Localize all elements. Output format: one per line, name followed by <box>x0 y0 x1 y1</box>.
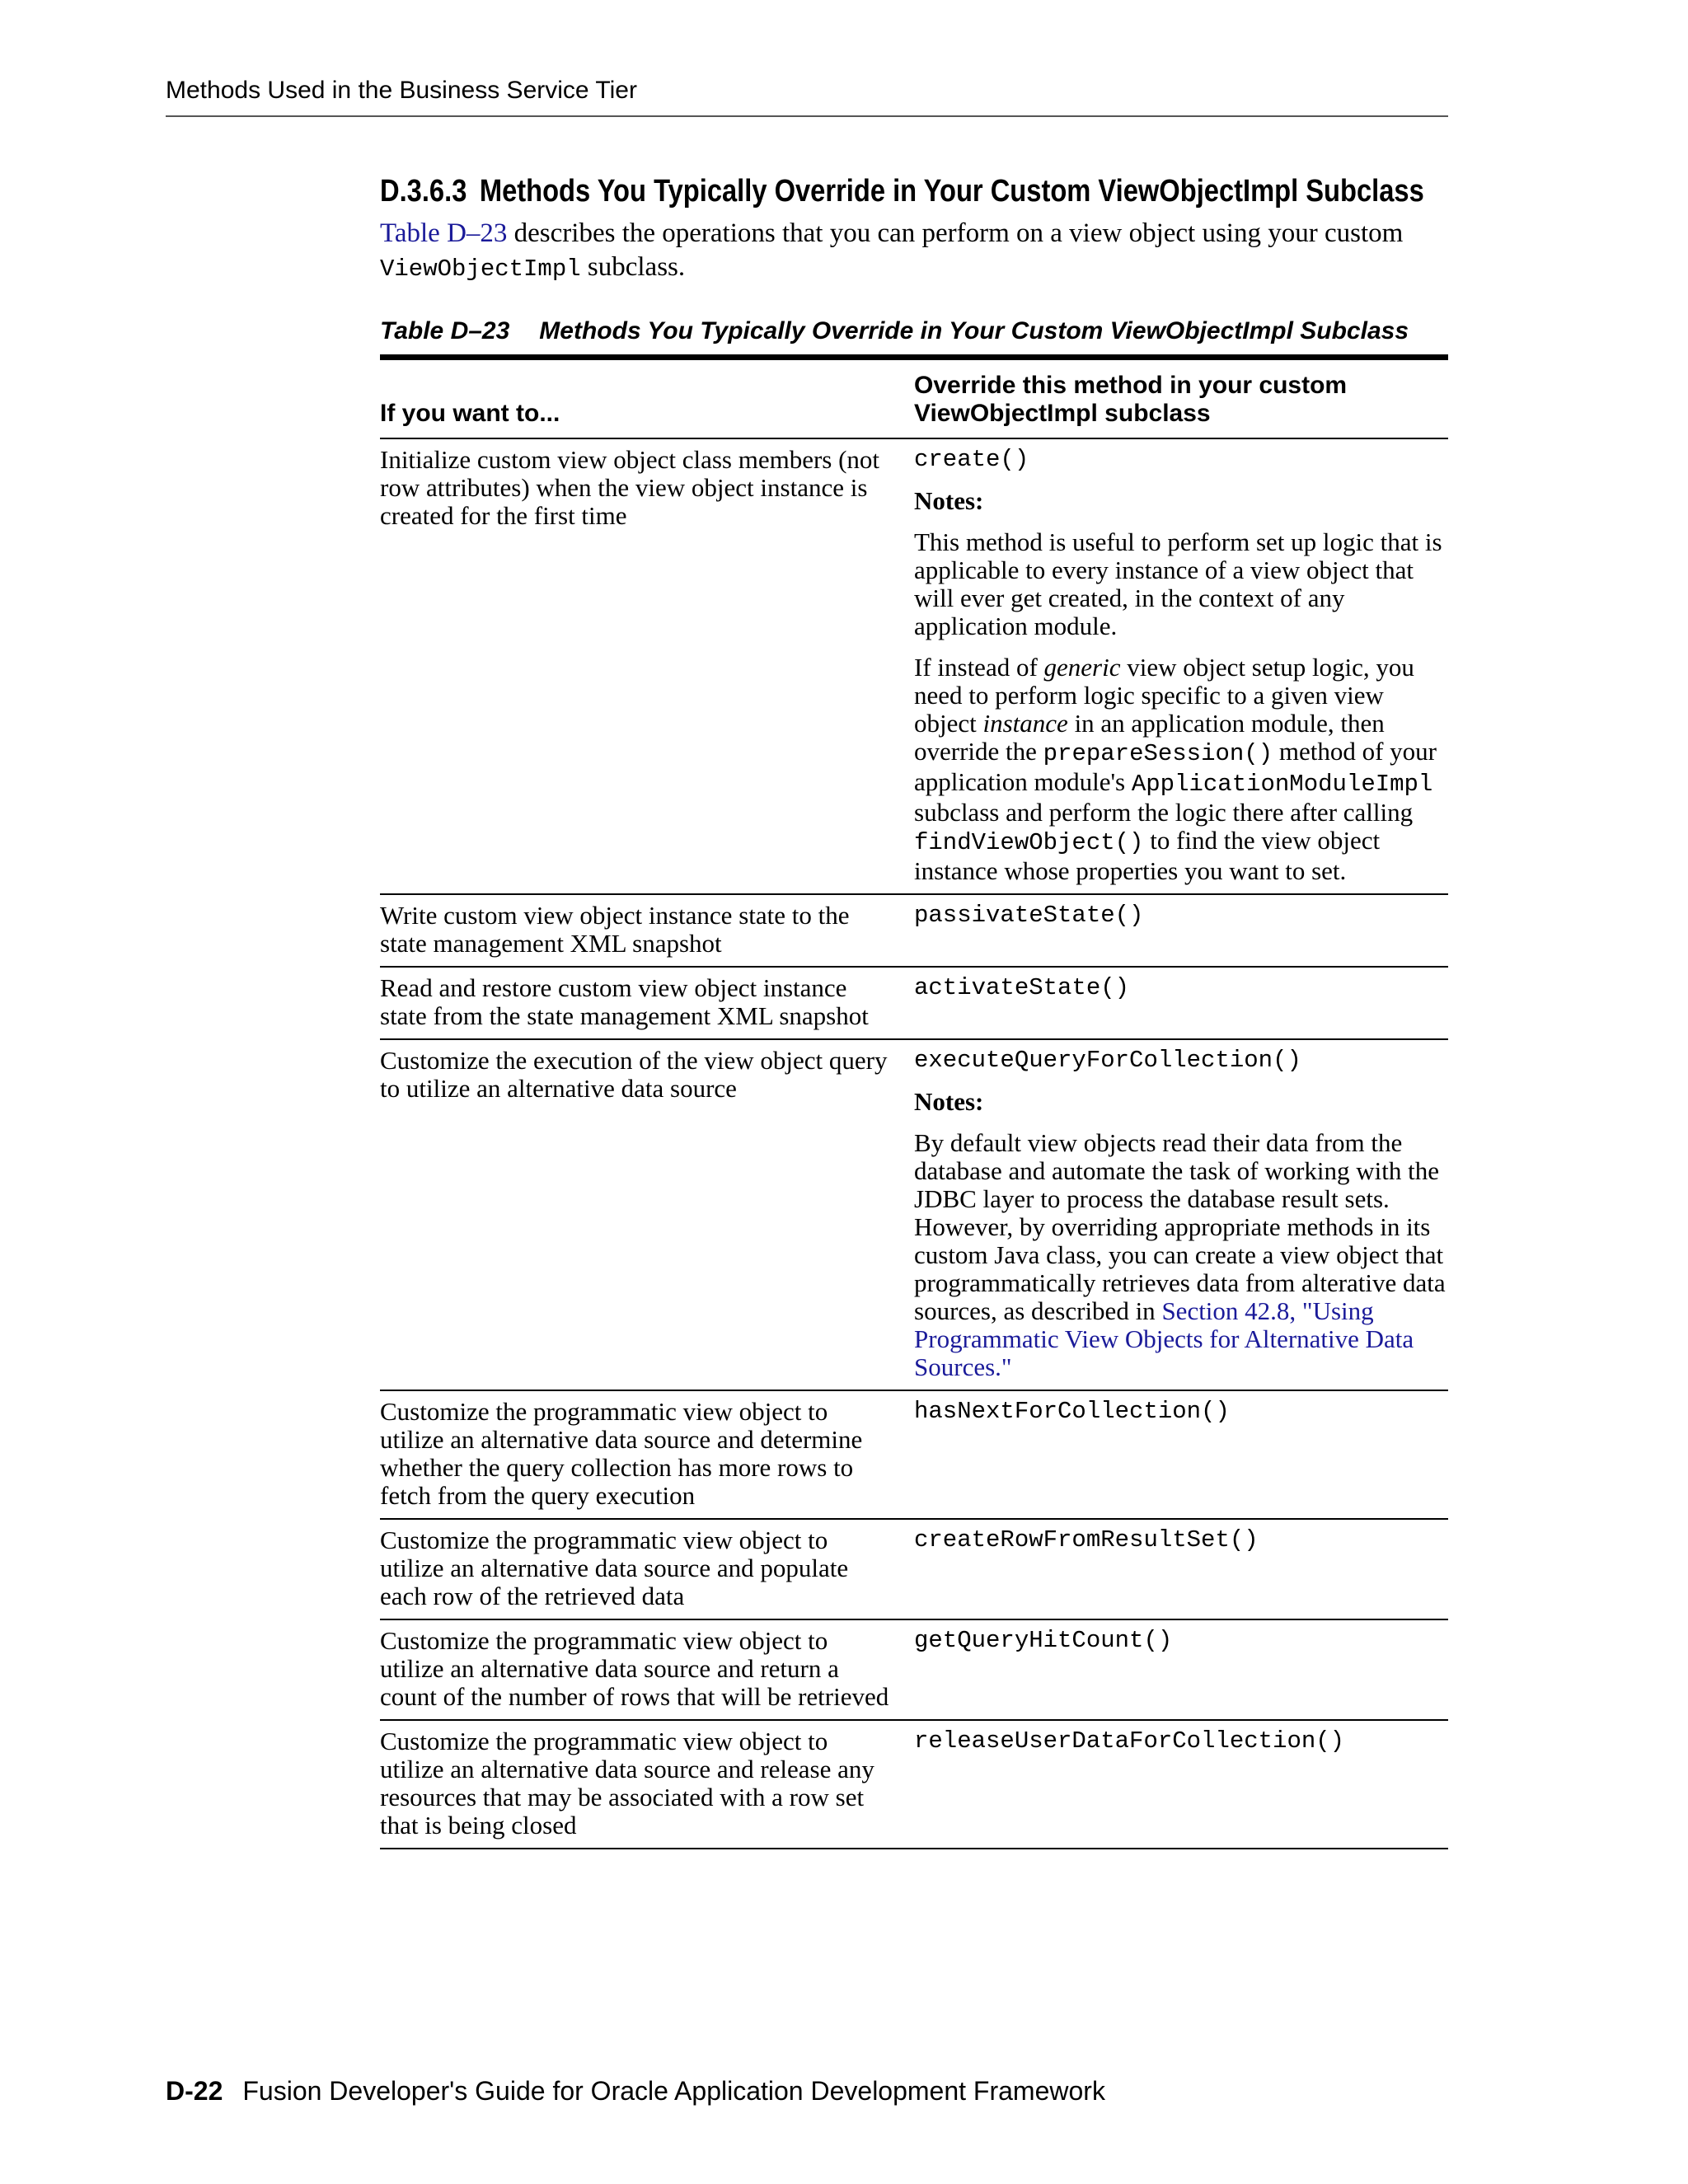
row-want: Customize the programmatic view object to utilize an alternative data source and return a count of the number of rows that will be retrieved <box>380 1626 889 1711</box>
column-header-want: If you want to... <box>380 400 560 427</box>
row-want: Read and restore custom view object instance state from the state management XML snapshot <box>380 973 869 1030</box>
table-row <box>380 967 1448 1039</box>
method-name: createRowFromResultSet() <box>914 1526 1259 1554</box>
table-row <box>380 1619 1448 1720</box>
section-reference-link[interactable]: Section 42.8, "Using Programmatic View Objects for Alternative Data Sources." <box>914 1296 1414 1381</box>
table-caption-title: Methods You Typically Override in Your Custom ViewObjectImpl Subclass <box>539 317 1409 344</box>
table-reference-link[interactable]: Table D–23 <box>380 218 508 248</box>
page-footer <box>166 2075 1105 2107</box>
note-paragraph: This method is useful to perform set up logic that is applicable to every instance of a view object that will ever get created, in the context of any application module. <box>914 527 1442 640</box>
row-method-cell <box>914 438 1448 894</box>
section-heading <box>380 173 1424 209</box>
method-name: activateState() <box>914 974 1130 1001</box>
table-caption <box>380 316 1409 346</box>
table-row <box>380 894 1448 967</box>
page-number: D-22 <box>166 2076 223 2106</box>
table-row <box>380 1039 1448 1390</box>
row-want: Customize the execution of the view object query to utilize an alternative data source <box>380 1046 888 1103</box>
intro-text: describes the operations that you can perform on a view object using your custom <box>507 218 1404 248</box>
table-row <box>380 1519 1448 1619</box>
emphasis: instance <box>982 709 1068 738</box>
inline-code: findViewObject() <box>914 829 1144 856</box>
table-row <box>380 1390 1448 1519</box>
method-name: releaseUserDataForCollection() <box>914 1727 1345 1755</box>
row-method-cell <box>914 1720 1448 1849</box>
header-rule <box>166 115 1448 117</box>
emphasis: generic <box>1043 653 1121 682</box>
inline-code: prepareSession() <box>1043 740 1273 767</box>
section-number: D.3.6.3 <box>380 174 467 209</box>
row-want: Write custom view object instance state to the state management XML snapshot <box>380 901 850 958</box>
methods-table <box>380 354 1448 1849</box>
method-name: create() <box>914 446 1029 473</box>
row-want: Customize the programmatic view object to utilize an alternative data source and release any resources that may be associated with a row set that is being closed <box>380 1727 874 1840</box>
intro-paragraph <box>380 217 1448 286</box>
row-method-cell <box>914 1519 1448 1619</box>
table-row <box>380 1720 1448 1849</box>
method-name: getQueryHitCount() <box>914 1627 1173 1654</box>
note-paragraph: If instead of generic view object setup logic, you need to perform logic specific to a given view object instance in an application module, then override the prepareSession() method of your application module's ApplicationModuleImpl subclass and perform the logic there after calling findViewObject() to find the view object instance whose properties you want to set. <box>914 653 1437 885</box>
inline-code: ViewObjectImpl <box>380 255 581 283</box>
note-paragraph: By default view objects read their data from the database and automate the task of working with the JDBC layer to process the database result sets. However, by overriding appropriate methods in its custom Java class, you can create a view object that programmatically retrieves data from alterative data sources, as described in Section 42.8, "Using Programmatic View Objects for Alternative Data Sources." <box>914 1128 1446 1381</box>
row-method-cell <box>914 894 1448 967</box>
table-caption-label: Table D–23 <box>380 317 510 344</box>
table-row <box>380 438 1448 894</box>
column-header-method: Override this method in your custom ViewObjectImpl subclass <box>914 372 1348 427</box>
book-title: Fusion Developer's Guide for Oracle Application Development Framework <box>242 2076 1105 2106</box>
intro-text-end: subclass. <box>580 252 686 282</box>
row-method-cell <box>914 967 1448 1039</box>
notes-label: Notes: <box>914 486 984 515</box>
row-method-cell <box>914 1619 1448 1720</box>
row-want: Initialize custom view object class members (not row attributes) when the view object instance is created for the first time <box>380 445 880 530</box>
row-method-cell <box>914 1390 1448 1519</box>
inline-code: ApplicationModuleImpl <box>1131 771 1433 798</box>
method-name: passivateState() <box>914 902 1144 929</box>
table-header-row <box>380 358 1448 439</box>
row-want: Customize the programmatic view object to utilize an alternative data source and determine whether the query collection has more rows to fetch from the query execution <box>380 1397 863 1510</box>
method-name: hasNextForCollection() <box>914 1398 1230 1425</box>
row-method-cell <box>914 1039 1448 1390</box>
notes-label: Notes: <box>914 1087 984 1116</box>
running-header: Methods Used in the Business Service Tier <box>166 77 637 104</box>
row-want: Customize the programmatic view object to utilize an alternative data source and populate each row of the retrieved data <box>380 1526 849 1610</box>
section-title: Methods You Typically Override in Your Custom ViewObjectImpl Subclass <box>479 174 1424 209</box>
method-name: executeQueryForCollection() <box>914 1047 1301 1074</box>
